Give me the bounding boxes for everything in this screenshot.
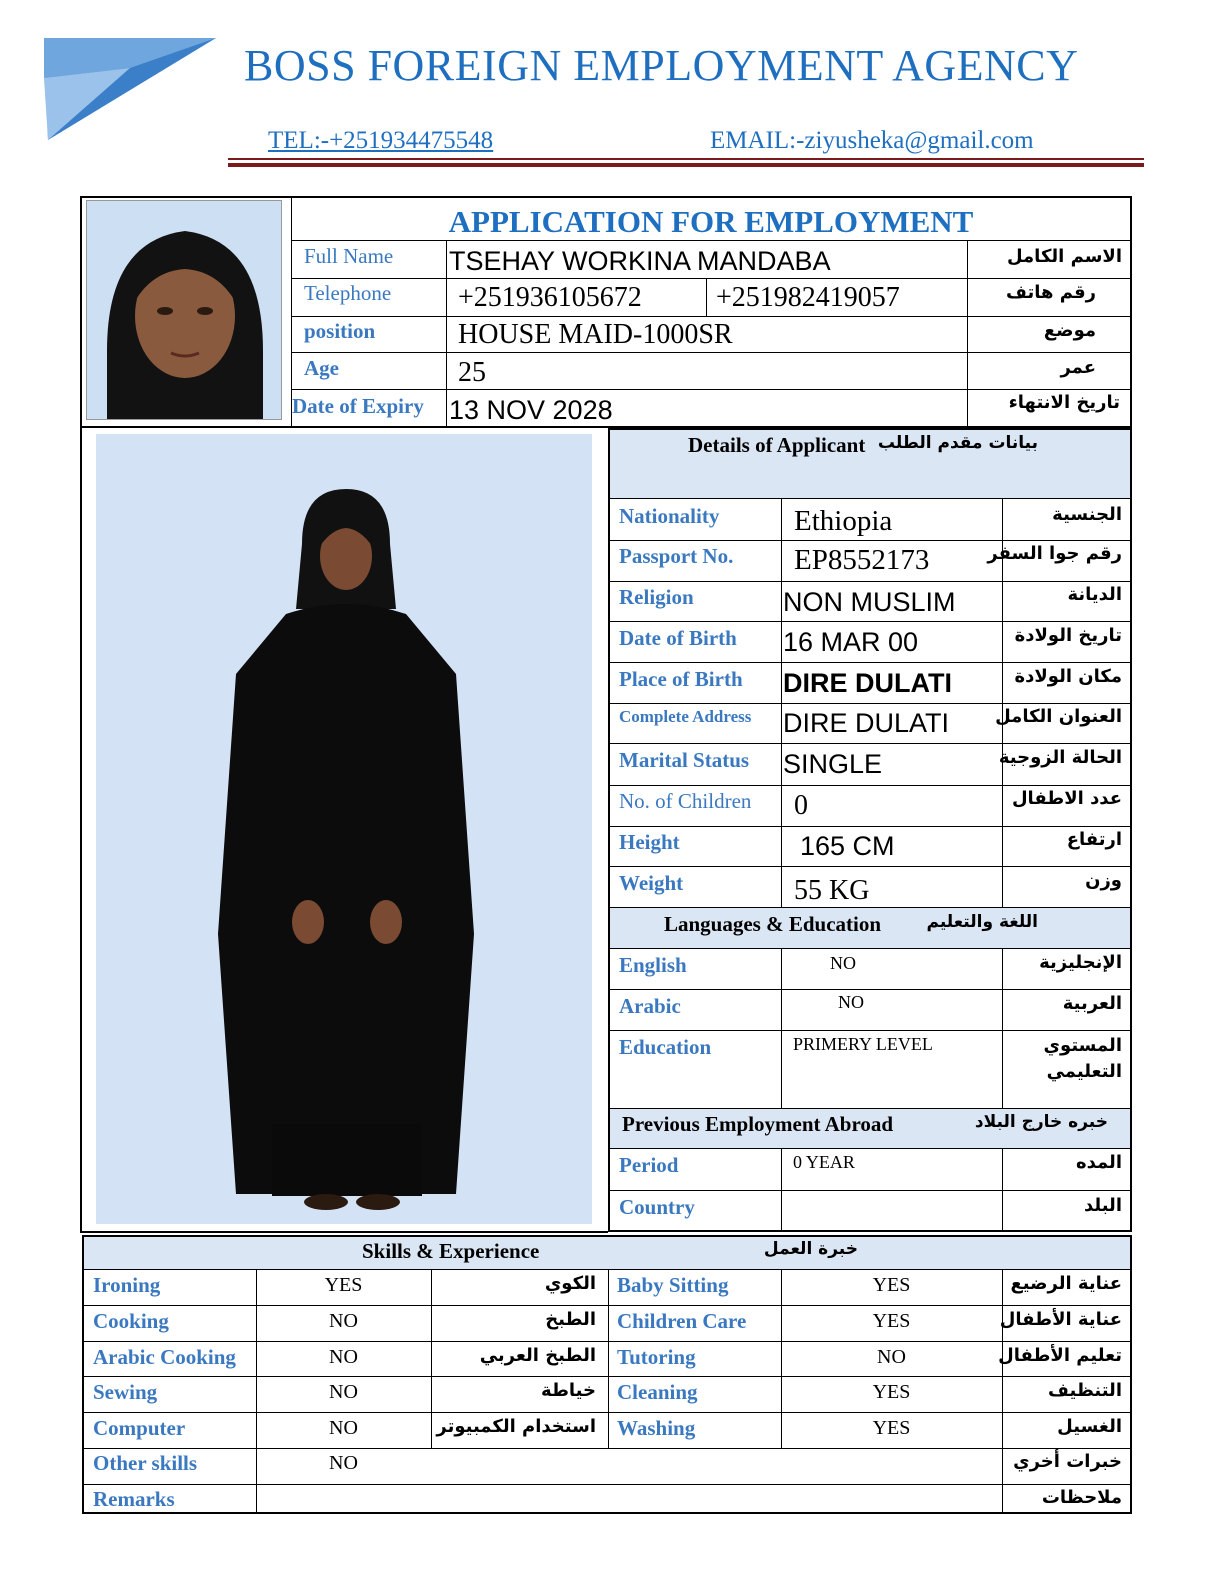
expiry-label-ar: تاريخ الانتهاء [1008,392,1120,413]
face-photo-illustration [87,201,282,420]
age-label-ar: عمر [1060,357,1096,378]
weight-label-ar: وزن [1085,870,1122,891]
remarks-label: Remarks [93,1487,175,1511]
grid-line [431,1269,432,1448]
agency-email[interactable]: EMAIL:-ziyusheka@gmail.com [710,127,1034,154]
grid-line [781,498,782,907]
grid-line [446,240,447,428]
applicant-face-photo [86,200,282,420]
address-label: Complete Address [619,707,752,726]
header-rule-thick [228,163,1144,167]
full-name-label: Full Name [304,244,394,268]
applicant-full-body-photo [96,434,592,1224]
skill-tutoring-ar: تعليم الأطفال [998,1345,1122,1366]
skills-title-ar: خبرة العمل [763,1239,858,1259]
previous-title-ar: خبره خارج البلاد [974,1112,1108,1132]
nationality-label: Nationality [619,504,720,528]
grid-line [82,1269,1132,1270]
grid-line [291,240,1132,241]
education-label: Education [619,1035,712,1059]
dob-value: 16 MAR 00 [783,627,919,657]
grid-line [608,498,1132,499]
age-value: 25 [458,357,486,388]
grid-line [1002,1148,1003,1232]
grid-line [706,278,707,316]
height-value: 165 CM [800,831,895,861]
weight-label: Weight [619,871,684,895]
previous-title: Previous Employment Abroad [622,1112,894,1136]
grid-line [82,1412,1132,1413]
grid-line [608,866,1132,867]
skill-children-care-label: Children Care [617,1309,747,1333]
skill-sewing-ar: خياطة [541,1380,596,1401]
grid-line [608,989,1132,990]
skill-ironing-ar: الكوي [544,1273,596,1294]
education-label-ar: المستوي [1043,1035,1122,1056]
marital-label-ar: الحالة الزوجية [998,747,1122,768]
skill-children-care-value: YES [872,1310,911,1332]
grid-line [82,1448,1132,1449]
languages-title-ar: اللغة والتعليم [926,912,1038,932]
position-label-ar: موضع [1043,320,1096,341]
skill-ironing-value: YES [324,1274,363,1296]
dob-label: Date of Birth [619,626,737,650]
skill-cooking-value: NO [329,1310,358,1332]
skill-baby-sitting-value: YES [872,1274,911,1296]
grid-line [82,1341,1132,1342]
position-label: position [304,319,376,343]
nationality-value: Ethiopia [794,505,893,537]
period-value: 0 YEAR [793,1152,855,1172]
grid-line [608,785,1132,786]
age-label: Age [304,356,339,380]
skill-sewing-label: Sewing [93,1380,158,1404]
weight-value: 55 KG [794,875,870,906]
grid-line [82,1305,1132,1306]
agency-name: BOSS FOREIGN EMPLOYMENT AGENCY [244,41,1079,90]
grid-line [781,948,782,1108]
grid-line [781,1148,782,1232]
pob-label: Place of Birth [619,667,743,691]
grid-line [608,1148,1132,1149]
skill-arabic-cooking-label: Arabic Cooking [93,1345,236,1369]
skill-baby-sitting-ar: عناية الرضيع [1010,1273,1122,1294]
english-label: English [619,953,687,977]
grid-line [967,240,968,428]
other-skills-ar: خبرات أخري [1013,1451,1122,1472]
passport-label-ar: رقم جوا السفر [987,543,1122,564]
telephone-value-2: +251982419057 [716,282,900,313]
arabic-value: NO [838,992,864,1012]
grid-line [608,743,1132,744]
period-label-ar: المده [1075,1152,1122,1173]
grid-line [608,826,1132,827]
english-label-ar: الإنجليزية [1039,952,1122,973]
skill-cooking-label: Cooking [93,1309,169,1333]
skill-washing-ar: الغسيل [1057,1416,1122,1437]
body-photo-illustration [96,434,592,1224]
telephone-value-1: +251936105672 [458,282,642,313]
full-name-label-ar: الاسم الكامل [1006,246,1122,267]
religion-value: NON MUSLIM [783,587,956,617]
telephone-label-ar: رقم هاتف [1006,282,1096,303]
grid-line [82,1376,1132,1377]
grid-line [82,1484,1132,1485]
skill-children-care-ar: عناية الأطفال [999,1309,1122,1330]
grid-line [608,540,1132,541]
skill-arabic-cooking-ar: الطبخ العربي [479,1345,596,1366]
arabic-label: Arabic [619,994,681,1018]
passport-value: EP8552173 [794,544,930,576]
grid-line [291,278,1132,279]
height-label-ar: ارتفاع [1066,829,1122,850]
grid-line [608,581,1132,582]
children-label: No. of Children [619,789,752,813]
education-label-ar-line2: التعليمي [1046,1061,1122,1082]
expiry-value: 13 NOV 2028 [449,395,613,425]
other-skills-label: Other skills [93,1451,198,1475]
agency-telephone[interactable]: TEL:-+251934475548 [268,127,494,154]
skill-washing-value: YES [872,1417,911,1439]
grid-line [1002,948,1003,1108]
skill-ironing-label: Ironing [93,1273,161,1297]
children-value: 0 [794,790,808,821]
dob-label-ar: تاريخ الولادة [1014,625,1122,646]
height-label: Height [619,830,680,854]
grid-line [291,316,1132,317]
country-label-ar: البلد [1083,1195,1122,1216]
skill-tutoring-value: NO [877,1346,906,1368]
skill-sewing-value: NO [329,1381,358,1403]
header-rule-thin [228,158,1144,160]
skill-tutoring-label: Tutoring [617,1345,696,1369]
nationality-label-ar: الجنسية [1052,504,1122,525]
skill-cleaning-label: Cleaning [617,1380,698,1404]
skill-cleaning-value: YES [872,1381,911,1403]
address-value: DIRE DULATI [783,708,950,738]
other-skills-value: NO [329,1452,358,1474]
pob-value: DIRE DULATI [783,668,952,698]
languages-title: Languages & Education [664,912,882,936]
religion-label: Religion [619,585,694,609]
address-label-ar: العنوان الكامل [995,706,1122,727]
skills-title: Skills & Experience [362,1239,540,1263]
skill-computer-value: NO [329,1417,358,1439]
skill-computer-ar: استخدام الكمبيوتر [436,1416,596,1437]
period-label: Period [619,1153,679,1177]
skill-cooking-ar: الطبخ [545,1309,596,1330]
details-title-ar: بيانات مقدم الطلب [877,433,1038,453]
application-title: APPLICATION FOR EMPLOYMENT [448,204,974,239]
education-value: PRIMERY LEVEL [793,1034,933,1054]
expiry-label: Date of Expiry [292,394,424,418]
passport-label: Passport No. [619,544,734,568]
english-value: NO [830,953,856,973]
grid-line [608,1190,1132,1191]
grid-line [608,621,1132,622]
agency-logo [40,38,220,143]
skill-computer-label: Computer [93,1416,186,1440]
grid-line [291,352,1132,353]
remarks-ar: ملاحظات [1041,1487,1122,1508]
country-label: Country [619,1195,695,1219]
grid-line [291,389,1132,390]
skill-washing-label: Washing [617,1416,696,1440]
details-title: Details of Applicant [688,433,866,457]
marital-value: SINGLE [783,749,883,779]
position-value: HOUSE MAID-1000SR [458,319,733,350]
skill-baby-sitting-label: Baby Sitting [617,1273,729,1297]
religion-label-ar: الديانة [1067,584,1122,605]
grid-line [608,662,1132,663]
pob-label-ar: مكان الولادة [1014,666,1122,687]
marital-label: Marital Status [619,748,750,772]
full-name-value: TSEHAY WORKINA MANDABA [449,246,831,276]
skills-title-band [84,1237,1130,1269]
arabic-label-ar: العربية [1062,993,1122,1014]
telephone-label: Telephone [304,281,392,305]
children-label-ar: عدد الاطفال [1011,788,1122,809]
skill-cleaning-ar: التنظيف [1048,1380,1122,1401]
skill-arabic-cooking-value: NO [329,1346,358,1368]
grid-line [608,1269,609,1448]
grid-line [608,948,1132,949]
grid-line [608,703,1132,704]
grid-line [608,1030,1132,1031]
grid-line [1002,1269,1003,1514]
